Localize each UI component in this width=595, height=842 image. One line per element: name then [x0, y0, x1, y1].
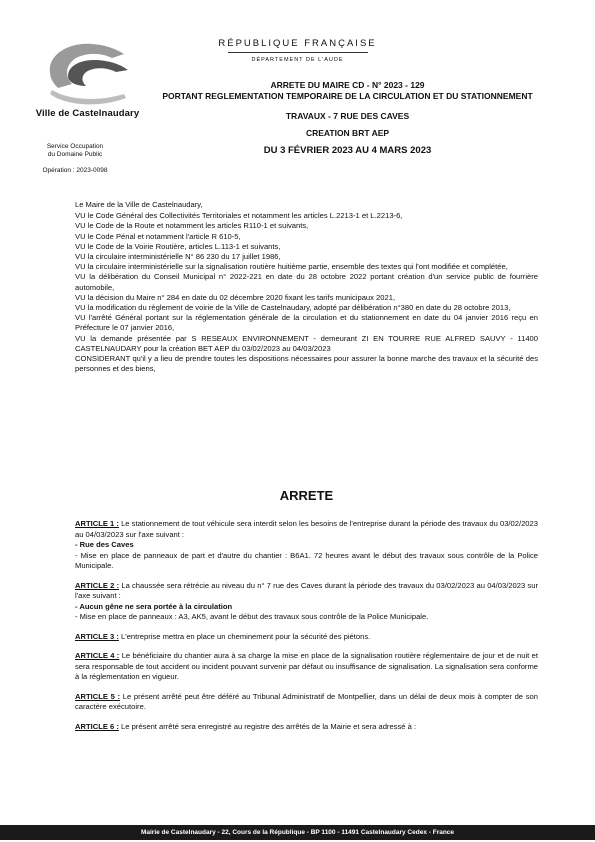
visa-line: VU la décision du Maire n° 284 en date du 02 décembre 2020 fixant les tarifs municipaux 2021,: [75, 292, 396, 302]
article-2: [75, 581, 538, 623]
article-title: ARTICLE 3 :: [75, 631, 119, 641]
visa-line: VU le Code Pénal et notamment l'article R 610-5,: [75, 231, 241, 241]
page-footer: Mairie de Castelnaudary - 22, Cours de la République - BP 1100 - 11491 Castelnaudary Cedex - France: [0, 825, 595, 840]
city-logo-icon: [28, 36, 148, 108]
article-title: ARTICLE 1 :: [75, 519, 119, 528]
visa-line: VU la circulaire interministérielle N° 86 230 du 17 juillet 1986,: [75, 252, 281, 262]
operation-number: Opération : 2023-0098: [42, 167, 108, 174]
considerant-line: CONSIDERANT qu'il y a lieu de prendre toutes les dispositions nécessaires pour assurer la bonne marche des travaux et la sécurité des personnes et des biens,: [75, 354, 538, 374]
service-line-1: Service Occupation: [46, 143, 104, 150]
article-title: ARTICLE 4 :: [75, 651, 120, 660]
article-bullet: - Mise en place de panneaux de part et d'autre du chantier : B6A1. 72 heures avant le début des travaux sous contrôle de la Police Municipale.: [75, 550, 538, 570]
visa-line: VU le Code Général des Collectivités Territoriales et notamment les articles L.2213-1 et L.2213-6,: [75, 211, 403, 221]
works-type: CREATION BRT AEP: [305, 128, 390, 138]
article-title: ARTICLE 5 :: [75, 691, 121, 701]
intro-line: Le Maire de la Ville de Castelnaudary,: [75, 200, 203, 209]
articles-section: [75, 519, 538, 741]
article-4: [75, 651, 538, 683]
decree-subject: PORTANT REGLEMENTATION TEMPORAIRE DE LA CIRCULATION ET DU STATIONNEMENT: [162, 91, 533, 101]
service-label: [20, 143, 130, 159]
decree-title: [155, 80, 540, 156]
article-bullet: - Aucun gêne ne sera portée à la circulation: [75, 601, 233, 611]
article-text: Le présent arrêté sera enregistré au registre des arrêtés de la Mairie et sera adressé à :: [121, 721, 417, 731]
article-text: L'entreprise mettra en place un cheminement pour la sécurité des piétons.: [121, 631, 371, 641]
article-text: Le présent arrêté peut être déféré au Tribunal Administratif de Montpellier, dans un délai de deux mois à compter de son caractère exécutoire.: [75, 691, 538, 711]
article-text: Le stationnement de tout véhicule sera interdit selon les besoins de l'entreprise durant la période des travaux du 03/02/2023 au 04/03/2023 sur l'axe suivant :: [75, 519, 538, 539]
decree-number: ARRETE DU MAIRE CD - N° 2023 - 129: [270, 80, 425, 90]
works-location: TRAVAUX - 7 RUE DES CAVES: [285, 111, 410, 121]
city-logo: [28, 36, 148, 108]
visa-line: VU la demande présentée par S RESEAUX ENVIRONNEMENT - demeurant ZI EN TOURRE RUE ALFRED SAUVY - 11400 CASTELNAUDARY pour la création BET AEP du 03/02/2023 au 04/03/2023: [75, 333, 538, 353]
republique-heading: RÉPUBLIQUE FRANÇAISE: [218, 38, 377, 49]
article-text: Le bénéficiaire du chantier aura à sa charge la mise en place de la signalisation routière réglementaire de jour et de nuit et sera responsable de tout accident ou incident pouvant survenir par défaut ou insuffisance de signalisation. La signalisation sera conforme à la réglementation en vigueur.: [75, 651, 538, 681]
logo-caption: Ville de Castelnaudary: [35, 108, 140, 119]
article-bullet: - Mise en place de panneaux : A3, AK5, avant le début des travaux sous contrôle de la Police Municipale.: [75, 612, 429, 621]
visa-line: VU l'arrêté Général portant sur la réglementation générale de la circulation et du stationnement en date du 04 janvier 2016 reçu en Préfecture le 07 janvier 2016,: [75, 313, 538, 333]
arrete-heading: ARRETE: [279, 488, 334, 503]
article-1: [75, 519, 538, 572]
visa-line: VU la délibération du Conseil Municipal n° 2022-221 en date du 28 octobre 2022 portant création d'un service public de fourrière automobile,: [75, 272, 538, 292]
visa-line: VU la modification du règlement de voirie de la Ville de Castelnaudary, adopté par délibération n°380 en date du 28 octobre 2013,: [75, 303, 511, 313]
works-dates: DU 3 FÉVRIER 2023 AU 4 MARS 2023: [263, 145, 432, 156]
visa-section: [75, 200, 538, 374]
visa-line: VU le Code de la Voirie Routière, articles L.113-1 et suivants,: [75, 241, 281, 251]
article-title: ARTICLE 6 :: [75, 721, 119, 731]
article-5: [75, 692, 538, 713]
article-text: La chaussée sera rétrécie au niveau du n° 7 rue des Caves durant la période des travaux du 03/02/2023 au 04/03/2023 sur l'axe suivant :: [75, 580, 538, 600]
service-line-2: du Domaine Public: [47, 151, 103, 158]
visa-line: VU le Code de la Route et notamment les articles R110-1 et suivants,: [75, 221, 309, 231]
header-divider: [228, 52, 368, 53]
departement-heading: DÉPARTEMENT DE L'AUDE: [251, 57, 344, 63]
visa-line: VU la circulaire interministérielle sur la signalisation routière huitième partie, ensemble des textes qui l'ont modifiée et complétée,: [75, 262, 508, 272]
article-bullet: - Rue des Caves: [75, 540, 134, 549]
article-title: ARTICLE 2 :: [75, 580, 120, 590]
article-3: [75, 632, 538, 643]
article-6: [75, 722, 538, 733]
